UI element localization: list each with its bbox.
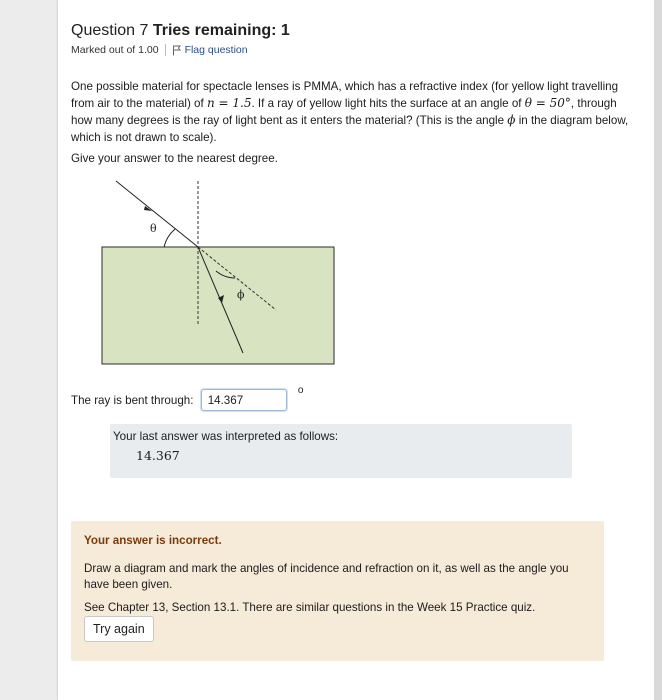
- question-text-part4: in the diagram below, which is not drawn to scale).: [71, 114, 629, 144]
- tries-remaining: Tries remaining: 1: [152, 22, 290, 39]
- meta-divider: [165, 44, 166, 56]
- interpretation-label: Your last answer was interpreted as follows:: [113, 430, 339, 443]
- theta-label: θ: [150, 222, 157, 235]
- question-text-part2: . If a ray of yellow light hits the surface at an angle of: [251, 97, 522, 110]
- feedback-reference: See Chapter 13, Section 13.1. There are similar questions in the Week 15 Practice quiz.: [84, 601, 536, 614]
- question-text-part3: , through how many degrees is the ray of light bent as it enters the material? (This is the angle: [71, 97, 617, 127]
- question-text-part1: One possible material for spectacle lenses is PMMA, which has a refractive index (for yellow light travelling from air to the material) of: [71, 80, 619, 110]
- refraction-diagram: [88, 175, 378, 375]
- flag-question-label: Flag question: [184, 44, 248, 56]
- answer-row: [71, 385, 304, 411]
- refractive-index-expr: n = 1.5: [206, 96, 252, 110]
- feedback-title: Your answer is incorrect.: [84, 534, 222, 547]
- question-number: Question 7: [71, 22, 149, 39]
- answer-label: The ray is bent through:: [71, 393, 194, 407]
- theta-expr: θ = 50°: [524, 96, 571, 110]
- answer-input[interactable]: [201, 389, 287, 411]
- material-block: [102, 247, 334, 364]
- question-title: [71, 22, 290, 39]
- feedback-hint: Draw a diagram and mark the angles of incidence and refraction on it, as well as the angle you have been given.: [84, 562, 569, 591]
- marked-out-of: Marked out of 1.00: [71, 44, 159, 56]
- question-page: [58, 0, 654, 700]
- give-answer-instruction: Give your answer to the nearest degree.: [71, 152, 278, 165]
- interpretation-value: 14.367: [136, 448, 180, 463]
- feedback-box: [71, 521, 604, 661]
- flag-icon: [172, 45, 182, 56]
- incident-ray: [116, 181, 198, 247]
- question-header: [71, 22, 290, 40]
- phi-symbol: ϕ: [507, 113, 516, 127]
- question-paragraph: [71, 78, 631, 146]
- degree-unit: o: [297, 385, 304, 396]
- interpretation-box: [110, 424, 572, 478]
- theta-arc: [164, 229, 175, 247]
- question-text: [71, 78, 631, 146]
- try-again-button[interactable]: Try again: [84, 616, 154, 642]
- flag-question-link[interactable]: [172, 44, 248, 56]
- window-edge: [654, 0, 662, 700]
- phi-label: ϕ: [237, 288, 245, 301]
- question-meta: [71, 44, 248, 56]
